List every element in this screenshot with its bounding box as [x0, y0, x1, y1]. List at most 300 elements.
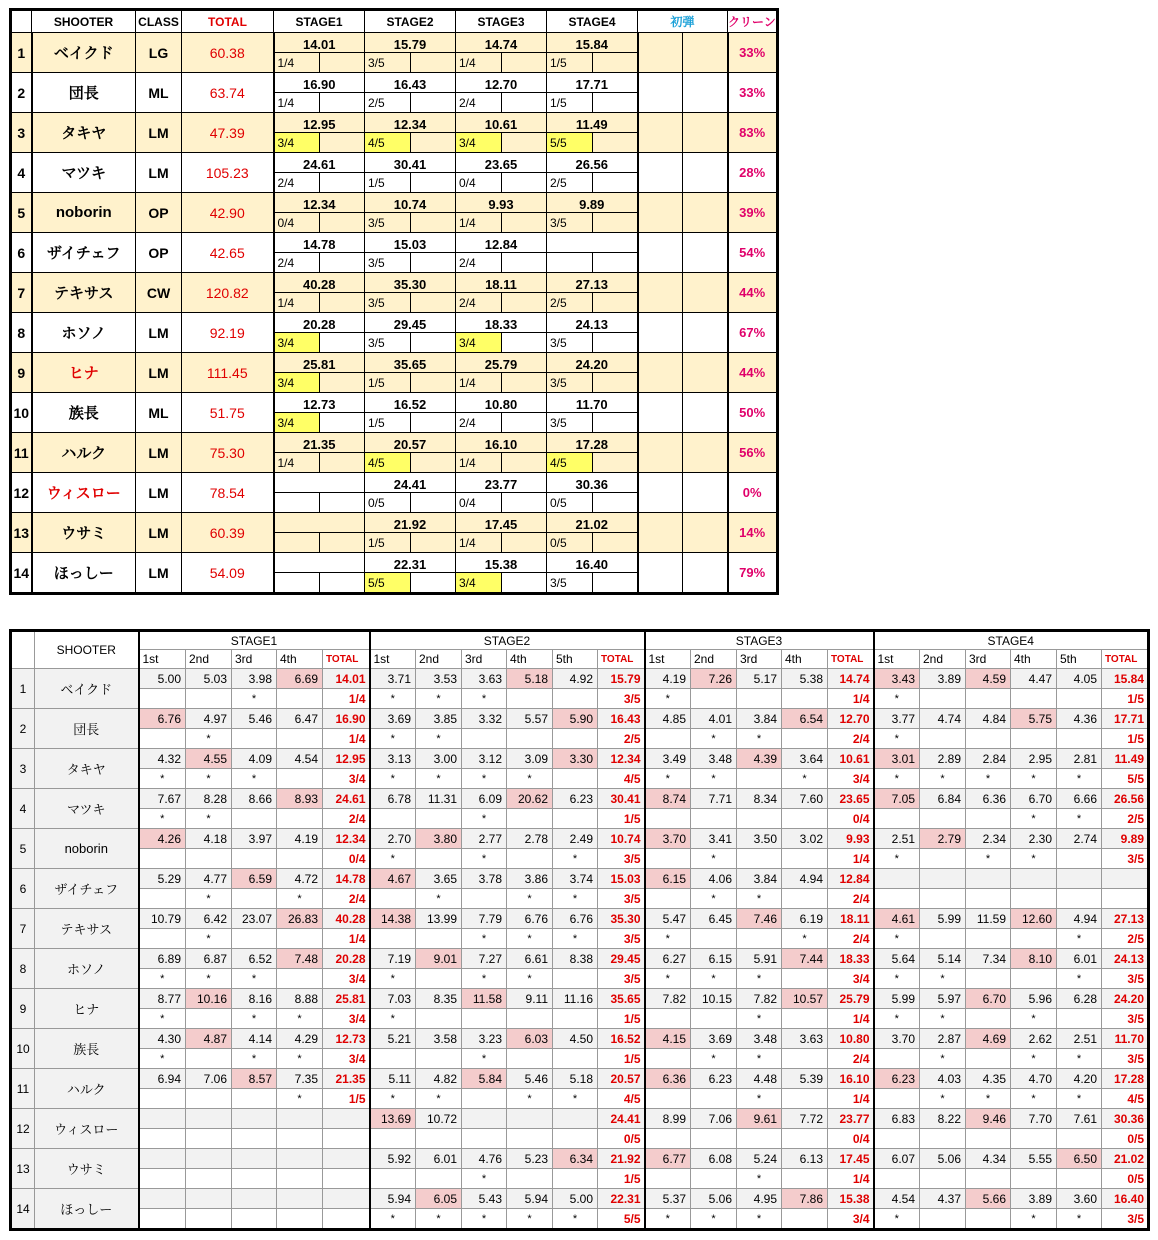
shot-time: 3.02	[782, 829, 828, 849]
stage-first-shot-ratio: 3/5	[547, 573, 593, 594]
stage-first-shot-ratio: 4/5	[365, 133, 411, 153]
shot-time: 5.29	[139, 869, 186, 889]
detail-row-sub	[11, 1209, 1149, 1230]
shot-time: 6.89	[139, 949, 186, 969]
shot-mark	[1011, 729, 1057, 749]
stage-first-shot-ratio: 2/5	[547, 173, 593, 193]
shot-time: 4.30	[139, 1029, 186, 1049]
first-shot-cell-a	[638, 73, 683, 113]
summary-header-first-shot: 初弾	[638, 10, 728, 33]
shot-mark: *	[874, 769, 920, 789]
shot-mark: *	[874, 929, 920, 949]
detail-header-shot: 1st	[874, 650, 920, 669]
shot-time: 3.53	[416, 669, 462, 689]
shot-mark	[1011, 1169, 1057, 1189]
stage-spacer	[320, 453, 365, 473]
stage-total-ratio: 3/5	[598, 849, 645, 869]
stage-total-ratio: 5/5	[598, 1209, 645, 1230]
shot-mark: *	[186, 929, 232, 949]
shot-time: 5.37	[645, 1189, 691, 1209]
shot-mark	[139, 929, 186, 949]
shot-time: 3.00	[416, 749, 462, 769]
shot-mark	[553, 809, 598, 829]
shot-time: 13.99	[416, 909, 462, 929]
shot-mark	[277, 729, 323, 749]
stage-total-ratio: 4/5	[598, 1089, 645, 1109]
detail-shooter-name: noborin	[35, 829, 139, 869]
shot-mark: *	[645, 969, 691, 989]
shot-time: 4.97	[186, 709, 232, 729]
stage-first-shot-ratio: 4/5	[547, 453, 593, 473]
stage-time: 14.74	[456, 33, 547, 53]
shot-mark: *	[691, 729, 737, 749]
stage-total-ratio: 2/4	[323, 809, 370, 829]
stage-total-time: 18.33	[828, 949, 874, 969]
detail-shooter-name: ハルク	[35, 1069, 139, 1109]
detail-header-shot: 1st	[645, 650, 691, 669]
shot-time: 2.78	[507, 829, 553, 849]
shot-time: 7.05	[874, 789, 920, 809]
stage-time: 11.70	[547, 393, 638, 413]
stage-total-ratio: 3/5	[1102, 969, 1149, 989]
stage-total-ratio: 0/4	[828, 809, 874, 829]
shot-mark	[782, 1209, 828, 1230]
stage-spacer	[593, 253, 638, 273]
shooter-number: 14	[11, 553, 32, 594]
shot-mark	[277, 809, 323, 829]
stage-time: 21.35	[274, 433, 365, 453]
summary-row	[11, 473, 778, 493]
shot-time: 2.84	[966, 749, 1011, 769]
shooter-class: LM	[136, 113, 182, 153]
shot-time: 5.11	[370, 1069, 416, 1089]
shot-time: 6.94	[139, 1069, 186, 1089]
stage-spacer	[593, 533, 638, 553]
shot-time: 3.65	[416, 869, 462, 889]
stage-total-ratio: 0/4	[828, 1129, 874, 1149]
shot-mark: *	[737, 1089, 782, 1109]
summary-row	[11, 273, 778, 293]
stage-total-ratio: 2/4	[828, 889, 874, 909]
shot-mark: *	[416, 1089, 462, 1109]
shot-time: 4.69	[966, 1029, 1011, 1049]
stage-first-shot-ratio: 3/5	[547, 333, 593, 353]
shot-time: 4.14	[232, 1029, 277, 1049]
shooter-number: 8	[11, 313, 32, 353]
shot-time: 5.84	[462, 1069, 507, 1089]
detail-shooter-number: 1	[11, 669, 35, 709]
shot-time: 8.28	[186, 789, 232, 809]
shot-time: 5.38	[782, 669, 828, 689]
summary-header-number	[11, 10, 32, 33]
shot-mark	[1011, 889, 1057, 909]
shot-mark	[1011, 1129, 1057, 1149]
shot-time: 11.31	[416, 789, 462, 809]
shot-time: 6.83	[874, 1109, 920, 1129]
shot-mark: *	[370, 1209, 416, 1230]
detail-shooter-name: ほっしー	[35, 1189, 139, 1230]
shot-time: 6.36	[966, 789, 1011, 809]
stage-total-ratio: 3/4	[828, 969, 874, 989]
stage-spacer	[502, 493, 547, 513]
stage-time: 16.10	[456, 433, 547, 453]
summary-header-stage1: STAGE1	[274, 10, 365, 33]
detail-shooter-name: ウサミ	[35, 1149, 139, 1189]
stage-total-time: 14.01	[323, 669, 370, 689]
shot-mark	[782, 889, 828, 909]
stage-spacer	[411, 333, 456, 353]
stage-spacer	[411, 373, 456, 393]
shot-time: 23.07	[232, 909, 277, 929]
stage-spacer	[593, 373, 638, 393]
clean-rate: 33%	[728, 33, 778, 73]
stage-total-time: 14.78	[323, 869, 370, 889]
stage-spacer	[320, 493, 365, 513]
shot-time: 6.76	[553, 909, 598, 929]
detail-shooter-name: テキサス	[35, 909, 139, 949]
shooter-number: 12	[11, 473, 32, 513]
shot-mark: *	[645, 689, 691, 709]
shot-time: 11.16	[553, 989, 598, 1009]
shot-time: 13.69	[370, 1109, 416, 1129]
stage-time: 24.20	[547, 353, 638, 373]
stage-time: 30.41	[365, 153, 456, 173]
stage-total-time: 17.71	[1102, 709, 1149, 729]
stage-spacer	[320, 333, 365, 353]
stage-first-shot-ratio: 1/5	[547, 53, 593, 73]
shot-mark	[782, 1049, 828, 1069]
stage-time: 30.36	[547, 473, 638, 493]
detail-row	[11, 709, 1149, 729]
first-shot-cell-b	[683, 513, 728, 553]
shot-mark: *	[737, 1169, 782, 1189]
shooter-number: 13	[11, 513, 32, 553]
stage-total-time: 12.73	[323, 1029, 370, 1049]
shot-time: 4.36	[1057, 709, 1102, 729]
stage-time: 17.45	[456, 513, 547, 533]
first-shot-cell-a	[638, 233, 683, 273]
stage-total-ratio: 3/5	[1102, 1209, 1149, 1230]
stage-spacer	[502, 413, 547, 433]
summary-table	[9, 8, 779, 595]
shot-mark: *	[186, 809, 232, 829]
stage-first-shot-ratio: 3/4	[456, 333, 502, 353]
shot-time: 10.16	[186, 989, 232, 1009]
stage-first-shot-ratio	[547, 253, 593, 273]
stage-total-ratio: 1/5	[598, 1169, 645, 1189]
shot-time: 11.59	[966, 909, 1011, 929]
shot-time: 4.85	[645, 709, 691, 729]
stage-total-time: 12.34	[323, 829, 370, 849]
shot-mark	[874, 1049, 920, 1069]
shot-mark: *	[507, 769, 553, 789]
stage-spacer	[502, 533, 547, 553]
shot-mark	[966, 809, 1011, 829]
shot-time	[186, 1149, 232, 1169]
stage-total-time: 10.80	[828, 1029, 874, 1049]
detail-header-shot: 3rd	[966, 650, 1011, 669]
shot-time: 3.85	[416, 709, 462, 729]
shot-mark	[370, 889, 416, 909]
shot-time: 5.23	[507, 1149, 553, 1169]
stage-total-ratio: 3/5	[1102, 849, 1149, 869]
shot-mark: *	[277, 1049, 323, 1069]
stage-first-shot-ratio: 3/4	[274, 133, 320, 153]
shot-time: 8.74	[645, 789, 691, 809]
shot-time: 6.61	[507, 949, 553, 969]
shot-mark: *	[553, 849, 598, 869]
shot-time: 3.86	[507, 869, 553, 889]
stage-spacer	[502, 333, 547, 353]
clean-rate: 39%	[728, 193, 778, 233]
shot-time: 4.95	[737, 1189, 782, 1209]
stage-time: 23.65	[456, 153, 547, 173]
shot-mark	[232, 929, 277, 949]
shot-mark	[920, 1129, 966, 1149]
shot-time: 3.69	[691, 1029, 737, 1049]
shot-time: 4.19	[277, 829, 323, 849]
stage-total-ratio: 1/5	[598, 1049, 645, 1069]
stage-time: 16.90	[274, 73, 365, 93]
shooter-number: 6	[11, 233, 32, 273]
shot-time: 7.19	[370, 949, 416, 969]
shot-time: 5.39	[782, 1069, 828, 1089]
shot-mark	[553, 689, 598, 709]
shooter-class: LM	[136, 553, 182, 594]
shot-time: 6.05	[416, 1189, 462, 1209]
stage-first-shot-ratio: 5/5	[547, 133, 593, 153]
shot-time: 5.90	[553, 709, 598, 729]
shot-time: 4.61	[874, 909, 920, 929]
shot-mark	[462, 729, 507, 749]
shot-mark	[186, 849, 232, 869]
shot-mark	[737, 1129, 782, 1149]
shot-time: 6.84	[920, 789, 966, 809]
first-shot-cell-b	[683, 153, 728, 193]
shot-time: 7.86	[782, 1189, 828, 1209]
stage-total-time: 9.93	[828, 829, 874, 849]
shot-time	[232, 1189, 277, 1209]
shot-time: 4.05	[1057, 669, 1102, 689]
shooter-class: ML	[136, 393, 182, 433]
shooter-name: タキヤ	[32, 113, 136, 153]
shot-mark	[416, 849, 462, 869]
shot-mark: *	[1057, 1089, 1102, 1109]
shot-mark	[416, 1129, 462, 1149]
shot-mark	[186, 1169, 232, 1189]
shot-time: 4.01	[691, 709, 737, 729]
stage-total-time: 25.79	[828, 989, 874, 1009]
shot-mark	[416, 1049, 462, 1069]
stage-time: 21.02	[547, 513, 638, 533]
shot-time: 4.77	[186, 869, 232, 889]
shot-mark	[874, 1089, 920, 1109]
detail-table	[9, 629, 1150, 1231]
stage-spacer	[320, 133, 365, 153]
summary-header-row	[11, 10, 778, 33]
shot-time: 5.46	[232, 709, 277, 729]
stage-spacer	[502, 173, 547, 193]
stage-total-time: 16.90	[323, 709, 370, 729]
shot-mark	[553, 1009, 598, 1029]
shot-mark	[186, 1049, 232, 1069]
shot-mark: *	[737, 1209, 782, 1230]
stage-first-shot-ratio: 1/5	[365, 413, 411, 433]
shot-time: 3.70	[874, 1029, 920, 1049]
stage-spacer	[502, 133, 547, 153]
shot-time: 2.49	[553, 829, 598, 849]
shot-time: 4.47	[1011, 669, 1057, 689]
shot-time: 7.67	[139, 789, 186, 809]
stage-first-shot-ratio: 3/5	[365, 53, 411, 73]
shot-time: 6.76	[507, 909, 553, 929]
stage-first-shot-ratio: 1/5	[547, 93, 593, 113]
shot-time: 9.61	[737, 1109, 782, 1129]
detail-shooter-number: 7	[11, 909, 35, 949]
shot-time: 8.35	[416, 989, 462, 1009]
shot-mark: *	[737, 729, 782, 749]
stage-first-shot-ratio: 1/4	[456, 533, 502, 553]
detail-header-stage-total: TOTAL	[323, 650, 370, 669]
shot-time	[232, 1149, 277, 1169]
detail-shooter-name: 族長	[35, 1029, 139, 1069]
first-shot-cell-a	[638, 33, 683, 73]
shot-time: 6.69	[277, 669, 323, 689]
stage-time: 23.77	[456, 473, 547, 493]
detail-row	[11, 1189, 1149, 1209]
shot-time: 4.39	[737, 749, 782, 769]
summary-row	[11, 553, 778, 573]
stage-spacer	[320, 413, 365, 433]
shot-time: 8.16	[232, 989, 277, 1009]
shot-mark	[1057, 729, 1102, 749]
stage-spacer	[411, 133, 456, 153]
shot-mark: *	[737, 889, 782, 909]
shot-time: 3.60	[1057, 1189, 1102, 1209]
stage-spacer	[411, 533, 456, 553]
stage-total-time	[1102, 869, 1149, 889]
stage-spacer	[411, 93, 456, 113]
stage-time: 12.34	[274, 193, 365, 213]
shot-mark: *	[507, 889, 553, 909]
shooter-class: OP	[136, 193, 182, 233]
shot-mark: *	[416, 689, 462, 709]
shot-time: 4.06	[691, 869, 737, 889]
stage-total-time: 24.13	[1102, 949, 1149, 969]
stage-spacer	[502, 373, 547, 393]
stage-total-ratio	[1102, 889, 1149, 909]
shot-mark	[782, 1169, 828, 1189]
shot-mark	[966, 1209, 1011, 1230]
shot-mark	[782, 689, 828, 709]
shot-mark: *	[462, 1209, 507, 1230]
shot-time: 4.29	[277, 1029, 323, 1049]
detail-shooter-number: 9	[11, 989, 35, 1029]
first-shot-cell-b	[683, 393, 728, 433]
shot-time: 4.26	[139, 829, 186, 849]
shot-time: 3.89	[1011, 1189, 1057, 1209]
stage-time: 25.79	[456, 353, 547, 373]
shot-time: 7.79	[462, 909, 507, 929]
shot-time: 5.17	[737, 669, 782, 689]
shot-time: 7.70	[1011, 1109, 1057, 1129]
first-shot-cell-b	[683, 113, 728, 153]
shot-time: 3.50	[737, 829, 782, 849]
shot-mark: *	[691, 1049, 737, 1069]
shot-mark	[277, 1129, 323, 1149]
shot-mark: *	[370, 769, 416, 789]
shot-mark	[920, 889, 966, 909]
shot-mark: *	[737, 969, 782, 989]
shot-mark	[139, 1129, 186, 1149]
shot-mark	[232, 1129, 277, 1149]
stage-total-time: 29.45	[598, 949, 645, 969]
stage-spacer	[320, 93, 365, 113]
shot-mark	[370, 1129, 416, 1149]
shot-time: 3.48	[691, 749, 737, 769]
stage-time: 24.13	[547, 313, 638, 333]
clean-rate: 50%	[728, 393, 778, 433]
shot-mark: *	[1011, 849, 1057, 869]
shooter-class: LM	[136, 433, 182, 473]
stage-time: 15.38	[456, 553, 547, 573]
stage-first-shot-ratio: 0/5	[365, 493, 411, 513]
shooter-name: 団長	[32, 73, 136, 113]
stage-spacer	[411, 53, 456, 73]
shot-time: 20.62	[507, 789, 553, 809]
stage-spacer	[593, 213, 638, 233]
first-shot-cell-b	[683, 233, 728, 273]
stage-total-time: 15.03	[598, 869, 645, 889]
stage-total-ratio	[323, 1209, 370, 1230]
detail-header-shot: 4th	[277, 650, 323, 669]
shot-mark	[1057, 689, 1102, 709]
shot-time: 6.42	[186, 909, 232, 929]
shooter-total: 111.45	[182, 353, 274, 393]
stage-first-shot-ratio: 3/5	[365, 333, 411, 353]
shot-mark: *	[874, 969, 920, 989]
stage-total-time: 16.40	[1102, 1189, 1149, 1209]
stage-time: 12.95	[274, 113, 365, 133]
stage-total-ratio: 3/5	[598, 929, 645, 949]
clean-rate: 0%	[728, 473, 778, 513]
shot-mark	[139, 1169, 186, 1189]
shot-mark: *	[139, 969, 186, 989]
shot-mark	[691, 1129, 737, 1149]
detail-row	[11, 1029, 1149, 1049]
shot-mark	[920, 809, 966, 829]
shot-mark	[874, 809, 920, 829]
shot-mark	[782, 1129, 828, 1149]
stage-total-time: 30.36	[1102, 1109, 1149, 1129]
stage-total-ratio: 0/4	[323, 849, 370, 869]
stage-first-shot-ratio: 3/4	[274, 333, 320, 353]
stage-spacer	[411, 173, 456, 193]
stage-first-shot-ratio	[274, 533, 320, 553]
stage-time: 12.70	[456, 73, 547, 93]
stage-total-ratio: 3/5	[598, 689, 645, 709]
stage-time: 40.28	[274, 273, 365, 293]
shot-time: 12.60	[1011, 909, 1057, 929]
detail-shooter-name: ホソノ	[35, 949, 139, 989]
stage-time	[274, 513, 365, 533]
shooter-total: 42.65	[182, 233, 274, 273]
stage-spacer	[502, 453, 547, 473]
shot-time: 5.92	[370, 1149, 416, 1169]
shot-mark	[645, 1009, 691, 1029]
shot-time: 2.89	[920, 749, 966, 769]
shot-time: 4.92	[553, 669, 598, 689]
